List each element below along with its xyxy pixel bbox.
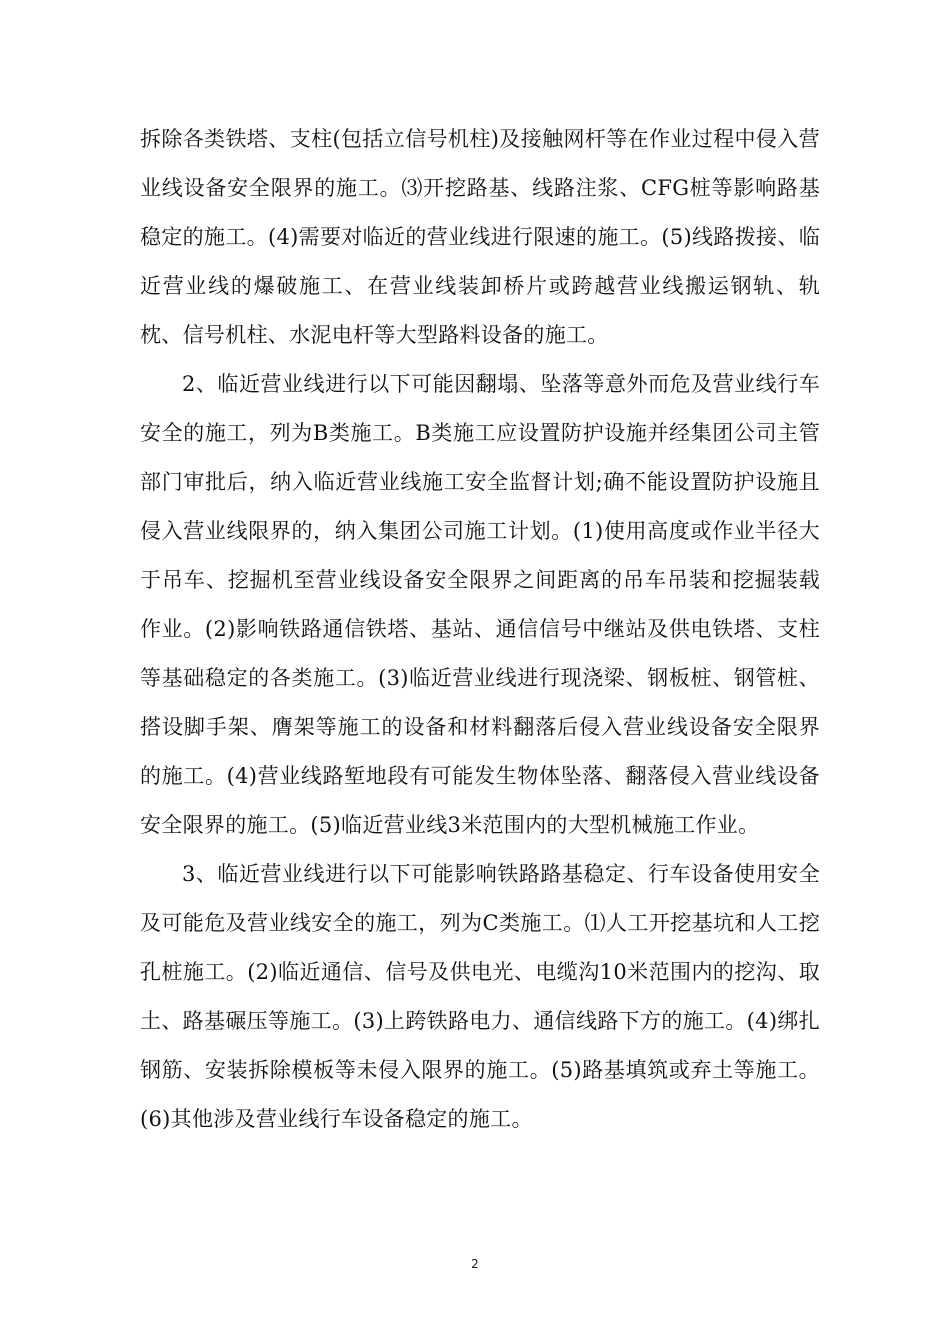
paragraph-category-b: 2、临近营业线进行以下可能因翻塌、坠落等意外而危及营业线行车安全的施工，列为B类施工。B类施工应设置防护设施并经集团公司主管部门审批后，纳入临近营业线施工安全监督计划;确不能设置防护设施且侵入营业线限界的，纳入集团公司施工计划。(1)使用高度或作业半径大于吊车、挖掘机至营业线设备安全限界之间距离的吊车吊装和挖掘装载作业。(2)影响铁路通信铁塔、基站、通信信号中继站及供电铁塔、支柱等基础稳定的各类施工。(3)临近营业线进行现浇梁、钢板桩、钢管桩、搭设脚手架、膺架等施工的设备和材料翻落后侵入营业线设备安全限界的施工。(4)营业线路堑地段有可能发生物体坠落、翻落侵入营业线设备安全限界的施工。(5)临近营业线3米范围内的大型机械施工作业。 <box>140 372 820 837</box>
page-number: 2 <box>471 1257 479 1271</box>
paragraph-category-c: 3、临近营业线进行以下可能影响铁路路基稳定、行车设备使用安全及可能危及营业线安全的施工，列为C类施工。⑴人工开挖基坑和人工挖孔桩施工。(2)临近通信、信号及供电光、电缆沟10米范围内的挖沟、取土、路基碾压等施工。(3)上跨铁路电力、通信线路下方的施工。(4)绑扎钢筋、安装拆除模板等未侵入限界的施工。(5)路基填筑或弃土等施工。(6)其他涉及营业线行车设备稳定的施工。 <box>140 862 820 1131</box>
paragraph-continued: 拆除各类铁塔、支柱(包括立信号机柱)及接触网杆等在作业过程中侵入营业线设备安全限界的施工。⑶开挖路基、线路注浆、CFG桩等影响路基稳定的施工。(4)需要对临近的营业线进行限速的施工。(5)线路拨接、临近营业线的爆破施工、在营业线装卸桥片或跨越营业线搬运钢轨、轨枕、信号机柱、水泥电杆等大型路料设备的施工。 <box>140 127 820 347</box>
body-text <box>140 115 820 1144</box>
